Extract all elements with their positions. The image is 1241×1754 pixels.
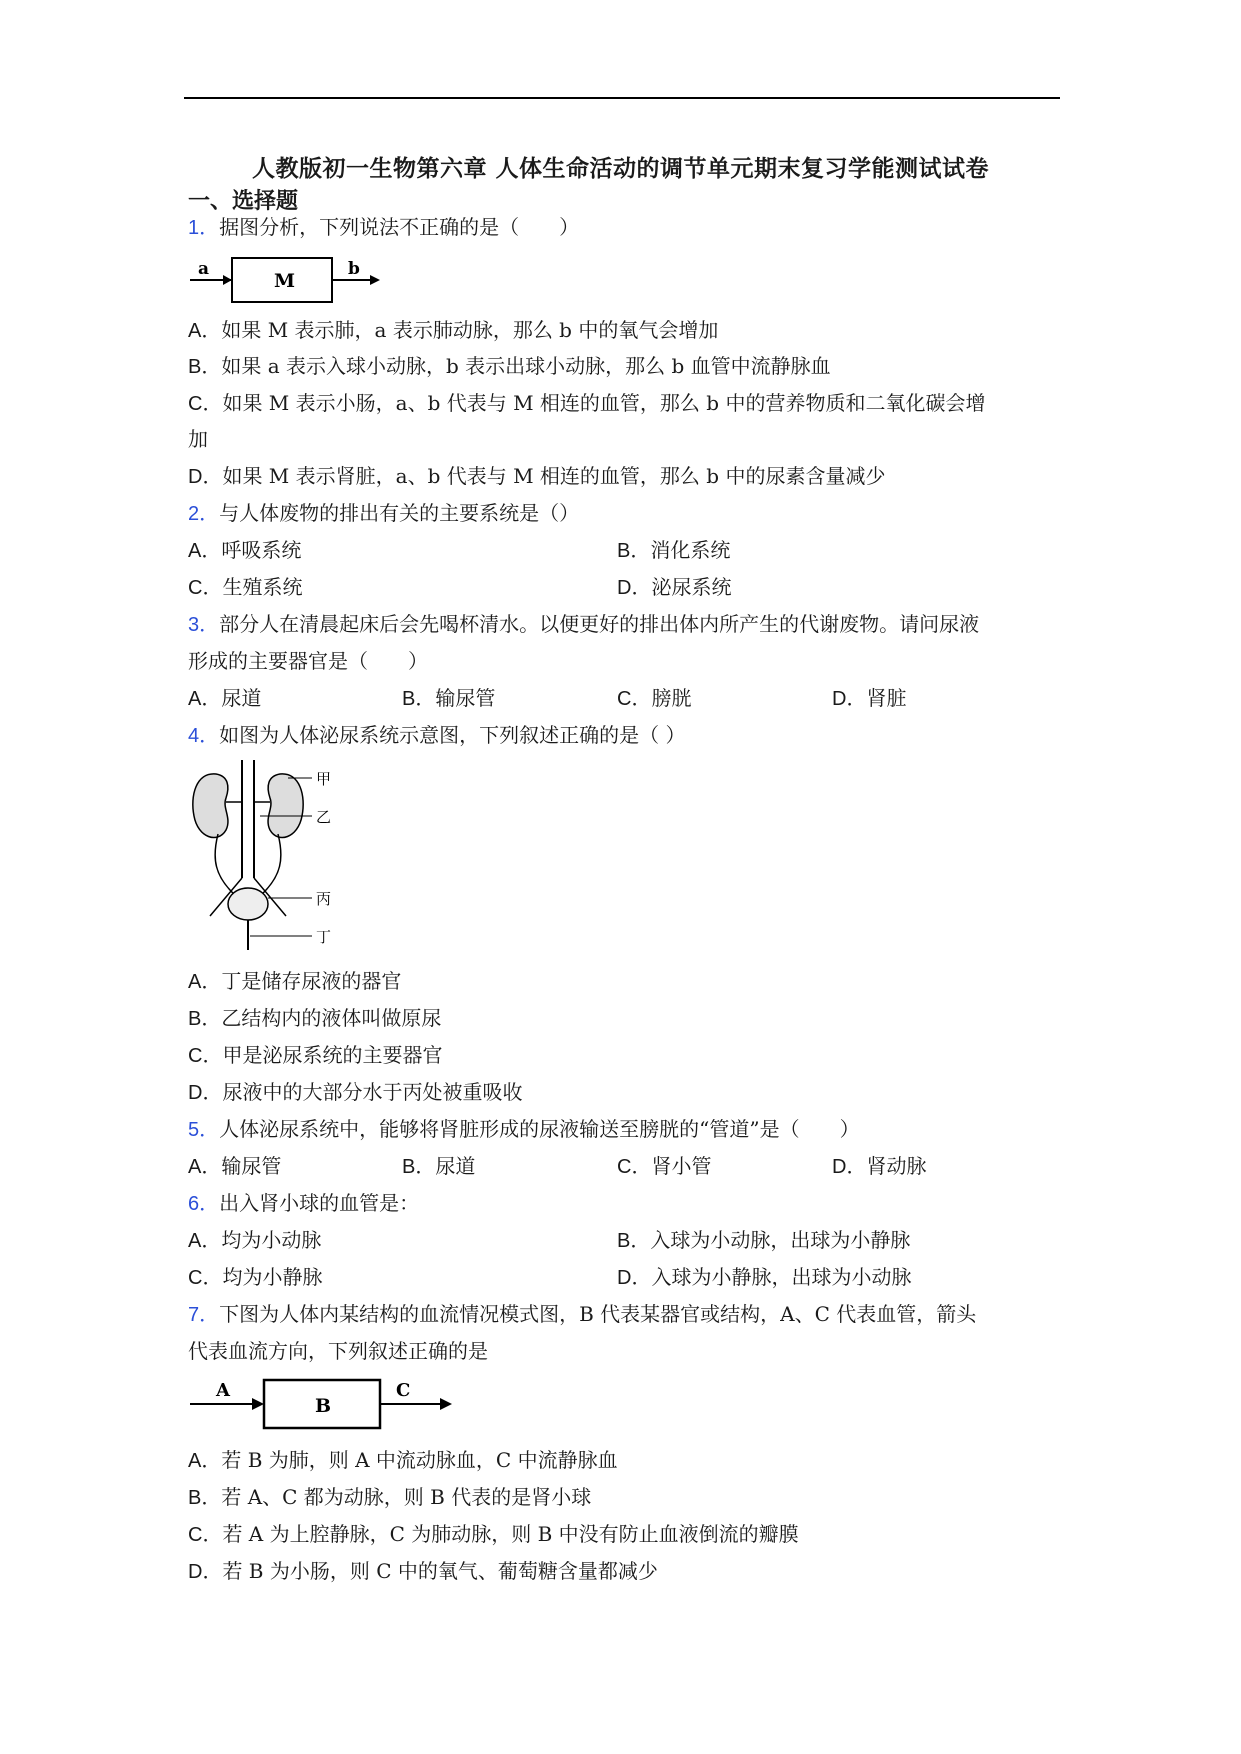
flow-label-box: M xyxy=(274,270,296,292)
flow-label-box: B xyxy=(315,1395,332,1417)
question-1-option-b: B．如果 a 表示入球小动脉，b 表示出球小动脉，那么 b 血管中流静脉血 xyxy=(188,354,831,378)
question-7-stem-cont: 代表血流方向，下列叙述正确的是 xyxy=(188,1339,488,1363)
question-2-option-d: D．泌尿系统 xyxy=(617,575,732,599)
question-number: 6． xyxy=(188,1193,220,1215)
label-bing: 丙 xyxy=(316,890,332,908)
question-4-option-a: A．丁是储存尿液的器官 xyxy=(188,969,402,993)
question-3-option-d: D．肾脏 xyxy=(832,686,907,710)
question-5-option-c: C．肾小管 xyxy=(617,1154,712,1178)
question-4-option-d: D．尿液中的大部分水于丙处被重吸收 xyxy=(188,1080,523,1104)
question-4-option-c: C．甲是泌尿系统的主要器官 xyxy=(188,1043,443,1067)
kidney-right-shape xyxy=(268,774,303,838)
question-7-option-d: D．若 B 为小肠，则 C 中的氧气、葡萄糖含量都减少 xyxy=(188,1559,658,1583)
question-number: 4． xyxy=(188,725,220,747)
question-7-stem: 7．下图为人体内某结构的血流情况模式图，B 代表某器官或结构，A、C 代表血管，箭头 xyxy=(188,1302,977,1326)
flow-diagram-7 xyxy=(188,1374,458,1436)
question-5-option-a: A．输尿管 xyxy=(188,1154,282,1178)
question-5-option-b: B．尿道 xyxy=(402,1154,476,1178)
question-number: 2． xyxy=(188,503,220,525)
question-2-option-b: B．消化系统 xyxy=(617,538,731,562)
question-3-stem: 3．部分人在清晨起床后会先喝杯清水。以便更好的排出体内所产生的代谢废物。请问尿液 xyxy=(188,612,980,636)
question-5-stem: 5．人体泌尿系统中，能够将肾脏形成的尿液输送至膀胱的“管道”是（ ） xyxy=(188,1117,860,1141)
arrow-in-head xyxy=(223,275,232,285)
question-5-option-d: D．肾动脉 xyxy=(832,1154,927,1178)
page-title: 人教版初一生物第六章 人体生命活动的调节单元期末复习学能测试试卷 xyxy=(251,155,989,182)
label-jia: 甲 xyxy=(316,770,332,788)
header-rule xyxy=(184,97,1060,99)
arrow-out-head xyxy=(440,1398,452,1410)
ureter-right-shape xyxy=(260,834,281,896)
question-3-option-a: A．尿道 xyxy=(188,686,262,710)
question-2-option-a: A．呼吸系统 xyxy=(188,538,302,562)
flow-label-left: a xyxy=(198,259,210,279)
question-7-option-a: A．若 B 为肺，则 A 中流动脉血，C 中流静脉血 xyxy=(188,1448,618,1472)
ureter-left-shape xyxy=(215,834,236,896)
question-4-option-b: B．乙结构内的液体叫做原尿 xyxy=(188,1006,442,1030)
question-6-option-c: C．均为小静脉 xyxy=(188,1265,323,1289)
question-1-option-d: D．如果 M 表示肾脏，a、b 代表与 M 相连的血管，那么 b 中的尿素含量减少 xyxy=(188,464,886,488)
question-4-stem: 4．如图为人体泌尿系统示意图，下列叙述正确的是（ ） xyxy=(188,723,686,747)
question-number: 7． xyxy=(188,1304,220,1326)
label-ding: 丁 xyxy=(316,928,332,946)
question-number: 3． xyxy=(188,614,220,636)
question-7-option-b: B．若 A、C 都为动脉，则 B 代表的是肾小球 xyxy=(188,1485,592,1509)
flow-label-right: b xyxy=(348,259,360,279)
question-1-stem: 1．据图分析，下列说法不正确的是（ ） xyxy=(188,215,580,239)
question-6-option-d: D．入球为小静脉，出球为小动脉 xyxy=(617,1265,912,1289)
question-6-option-a: A．均为小动脉 xyxy=(188,1228,322,1252)
question-1-option-c: C．如果 M 表示小肠，a、b 代表与 M 相连的血管，那么 b 中的营养物质和二氧化碳会增 xyxy=(188,391,986,415)
question-1-option-c-cont: 加 xyxy=(188,427,208,451)
question-3-stem-cont: 形成的主要器官是（ ） xyxy=(188,649,428,673)
question-3-option-c: C．膀胱 xyxy=(617,686,692,710)
arrow-in-head xyxy=(252,1398,264,1410)
bladder-shape xyxy=(228,888,268,920)
question-number: 1． xyxy=(188,217,220,239)
flow-diagram-1 xyxy=(188,252,388,308)
label-yi: 乙 xyxy=(316,808,332,826)
question-2-option-c: C．生殖系统 xyxy=(188,575,303,599)
question-1-option-a: A．如果 M 表示肺，a 表示肺动脉，那么 b 中的氧气会增加 xyxy=(188,318,719,342)
flow-label-left: A xyxy=(216,1380,230,1401)
question-number: 5． xyxy=(188,1119,220,1141)
question-2-stem: 2．与人体废物的排出有关的主要系统是（） xyxy=(188,501,580,525)
section-heading: 一、选择题 xyxy=(188,188,299,214)
kidney-left-shape xyxy=(193,774,228,838)
question-7-option-c: C．若 A 为上腔静脉，C 为肺动脉，则 B 中没有防止血液倒流的瓣膜 xyxy=(188,1522,799,1546)
flow-label-right: C xyxy=(396,1380,411,1401)
question-3-option-b: B．输尿管 xyxy=(402,686,496,710)
arrow-out-head xyxy=(370,275,380,285)
urinary-system-diagram xyxy=(188,758,358,953)
question-6-option-b: B．入球为小动脉，出球为小静脉 xyxy=(617,1228,911,1252)
question-6-stem: 6．出入肾小球的血管是： xyxy=(188,1191,420,1215)
